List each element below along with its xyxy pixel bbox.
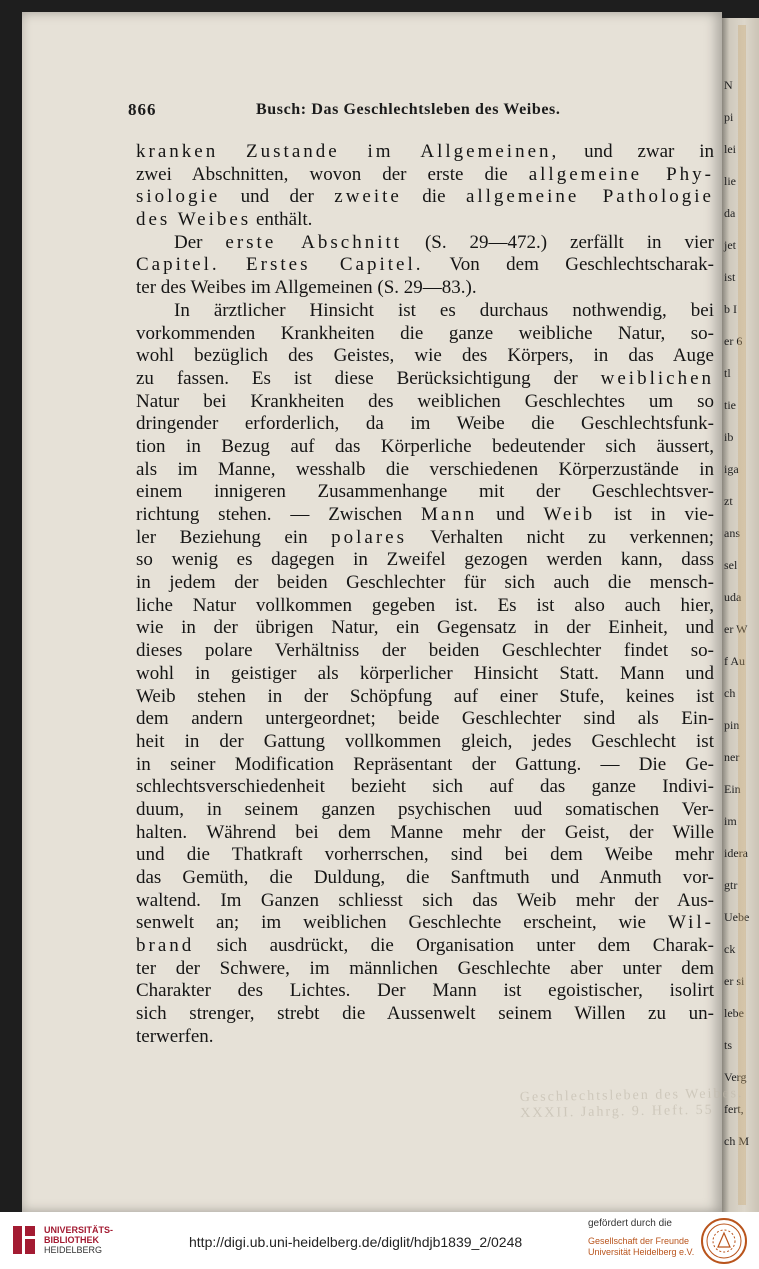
emphasized-text: des Weibes [136,209,252,231]
neighbor-text-fragment: fert, [724,1102,744,1116]
text-run: und die Thatkraft vorherrschen, sind bei dem Weibe mehr [136,844,714,866]
neighbor-text-fragment: pi [724,110,734,124]
emphasized-text: allgemeine Phy- [528,163,714,185]
text-run: tion in Bezug auf das Körperliche bedeutender sich äussert, [136,435,714,457]
text-run: Von dem Geschlechtscharak- [423,254,714,276]
neighbor-text-fragment: ib [724,430,734,444]
text-line [136,481,714,504]
neighbor-text-fragment: da [724,206,736,220]
text-line [136,459,714,482]
emphasized-text: weiblichen [600,367,714,389]
text-run: halten. Während bei dem Manne mehr der Geist, der Wille [136,821,714,843]
neighbor-text-fragment: ts [724,1038,733,1052]
text-run: und [477,504,544,525]
funder-name [588,1236,694,1258]
emphasized-text: brand [136,935,195,957]
emphasized-text: erste Abschnitt [225,231,403,253]
neighbor-text-fragment: zt [724,494,733,508]
neighbor-text-fragment: idera [724,846,748,860]
text-run: als im Manne, wesshalb die verschiedenen Körperzustände in [136,458,714,480]
text-line [136,1003,714,1026]
emphasized-text: Weib [543,504,596,525]
text-line [136,141,714,164]
text-run: In ärztlicher Hinsicht ist es durchaus nothwendig, bei [174,299,714,321]
text-line [136,504,714,527]
neighbor-text-fragment: ch M [724,1134,749,1148]
emphasized-text: zweite [334,186,402,208]
neighbor-text-fragment: lei [724,142,736,156]
neighbor-text-fragment: ist [724,270,736,284]
neighbor-text-fragment: tl [724,366,731,380]
library-name [44,1225,113,1255]
text-run: wie in der übrigen Natur, ein Gegensatz in der Einheit, und [136,617,714,639]
text-line [136,254,714,277]
running-head: Busch: Das Geschlechtsleben des Weibes. [256,101,561,118]
emphasized-text: Capitel. [136,254,220,276]
text-line [136,890,714,913]
neighbor-text-fragment: pin [724,718,740,732]
text-line [136,617,714,640]
text-run: sich strenger, strebt die Aussenwelt seinem Willen zu un- [136,1003,714,1025]
neighbor-text-fragment: lie [724,174,736,188]
library-name-line2: BIBLIOTHEK [44,1235,99,1245]
neighbor-text-fragment: gtr [724,878,738,892]
text-line [136,731,714,754]
text-line [136,323,714,346]
library-logo-icon [10,1222,38,1258]
text-line [136,686,714,709]
emphasized-text: polares [331,526,408,548]
neighbor-text-fragment: tie [724,398,736,412]
neighbor-text-fragment: f Au [724,654,745,668]
text-run: ter der Schwere, im männlichen Geschlechte aber unter dem [136,957,714,979]
text-run: die [401,186,466,208]
text-line [136,912,714,935]
source-url-link[interactable]: http://digi.ub.uni-heidelberg.de/diglit/hdjb1839_2/0248 [189,1234,523,1250]
neighbor-text-fragment: sel [724,558,738,572]
page-number: 866 [128,100,157,119]
text-run: das Gemüth, die Duldung, die Sanftmuth und Anmuth vor- [136,867,714,888]
text-run: dem andern untergeordnet; beide Geschlechter sind als Ein- [136,708,714,730]
text-line [136,754,714,777]
text-run: Der [174,231,226,253]
text-run: schlechtsverschiedenheit bezieht sich auf das ganze Indivi- [136,776,714,798]
text-line [136,164,714,187]
text-run: Charakter des Lichtes. Der Mann ist egoistischer, isolirt [136,980,714,1002]
emphasized-text: allgemeine Pathologie [465,186,714,208]
text-line [136,663,714,686]
text-run: einem innigeren Zusammenhange mit der Geschlechtsver- [136,481,714,503]
neighbor-text-fragment: ch [724,686,736,700]
text-run: ter des Weibes im Allgemeinen (S. 29—83.). [136,277,477,299]
neighbor-text-fragment: uda [724,590,742,604]
neighbor-text-fragment: jet [724,238,736,252]
text-run: Weib stehen in der Schöpfung auf einer Stufe, keines ist [136,685,714,707]
neighbor-text-fragment: er 6 [724,334,743,348]
text-line [136,549,714,572]
text-run: so wenig es dagegen in Zweifel gezogen werden kann, dass [136,549,714,571]
text-line [136,980,714,1003]
text-line [136,640,714,663]
text-run: in jedem der beiden Geschlechter für sich auch die mensch- [136,572,714,594]
text-run: zu fassen. Es ist diese Berücksichtigung der [136,367,601,389]
text-run: dringender erforderlich, da im Weibe die Geschlechtsfunk- [136,413,714,435]
text-line [136,1026,714,1049]
text-run: terwerfen. [136,1025,214,1047]
page-header [128,100,718,124]
neighbor-text-fragment: iga [724,462,739,476]
emphasized-text: siologie [136,186,221,208]
text-run: duum, in seinem ganzen psychischen uud somatischen Ver- [136,798,714,820]
text-run: und zwar in [559,141,714,162]
neighbor-text-fragment: Ein [724,782,741,796]
text-line [136,799,714,822]
neighbor-text-fragment: Verg [724,1070,747,1084]
neighbor-text-fragment: er W [724,622,748,636]
neighbor-text-fragment: b I [724,302,737,316]
funder-name-line2: Universität Heidelberg e.V. [588,1247,695,1257]
text-run: richtung stehen. — Zwischen [136,504,421,525]
text-run: ist in vie- [595,504,714,525]
body-text [136,141,714,1049]
text-run: und der [220,186,335,208]
text-run: Verhalten nicht zu verkennen; [407,526,714,548]
text-line [136,368,714,391]
library-city: HEIDELBERG [44,1245,103,1255]
emphasized-text: kranken Zustande im Allgemeinen, [136,141,560,162]
emphasized-text: Erstes Capitel. [246,254,424,276]
text-line [136,776,714,799]
text-run: sich ausdrückt, die Organisation unter dem Charak- [194,935,714,957]
viewer-footer [0,1212,759,1269]
funder-name-line1: Gesellschaft der Freunde [588,1236,690,1246]
text-line [136,277,714,300]
text-run: dieses polare Verhältniss der beiden Geschlechter findet so- [136,640,714,662]
text-run: enthält. [251,209,313,231]
text-line [136,595,714,618]
text-line [136,867,714,890]
text-run: liche Natur vollkommen gegeben ist. Es ist also auch hier, [136,594,714,616]
neighbor-text-fragment: er si [724,974,745,988]
neighbor-text-fragment: N [724,78,733,92]
text-run: Natur bei Krankheiten des weiblichen Geschlechtes um so [136,390,714,412]
text-line [136,345,714,368]
text-run: in seiner Modification Repräsentant der Gattung. — Die Ge- [136,753,714,775]
university-seal-icon [700,1217,748,1265]
text-run: zwei Abschnitten, wovon der erste die [136,163,529,185]
text-line [136,935,714,958]
neighbor-text-fragment: lebe [724,1006,744,1020]
text-run: senwelt an; im weiblichen Geschlechte erscheint, wie [136,912,668,934]
text-line [136,572,714,595]
neighbor-text-fragment: ck [724,942,736,956]
text-line [136,527,714,550]
text-run: wohl in geistiger als körperlicher Hinsicht Statt. Mann und [136,662,714,684]
text-line [136,209,714,232]
text-run: (S. 29—472.) zerfällt in vier [402,231,714,253]
text-line [136,232,714,255]
neighbor-text-fragment: ner [724,750,740,764]
text-line [136,822,714,845]
text-line [136,186,714,209]
text-line [136,436,714,459]
funded-by-label: gefördert durch die [588,1218,672,1229]
text-line [136,958,714,981]
text-line [136,844,714,867]
text-line [136,708,714,731]
text-line [136,391,714,414]
text-run: waltend. Im Ganzen schliesst sich das Weib mehr der Aus- [136,889,714,911]
emphasized-text: Mann [420,504,478,525]
neighbor-text-fragment: im [724,814,737,828]
text-run: heit in der Gattung vollkommen gleich, jedes Geschlecht ist [136,730,714,752]
text-line [136,300,714,323]
neighbor-text-fragment: Uebe [724,910,750,924]
text-run: ler Beziehung ein [136,526,332,548]
emphasized-text: Wil- [667,912,714,934]
show-through-text: Geschlechtsleben des Weibes. XXXII. Jahrg. 9. Heft. 55 [519,1086,744,1122]
neighbor-page-border [738,25,746,1205]
text-run: vorkommenden Krankheiten die ganze weibliche Natur, so- [136,322,714,344]
text-line [136,413,714,436]
library-name-line1: UNIVERSITÄTS- [44,1225,114,1235]
text-run [220,254,246,275]
neighbor-text-fragment: ans [724,526,740,540]
text-run: wohl bezüglich des Geistes, wie des Körpers, in das Auge [136,345,714,367]
